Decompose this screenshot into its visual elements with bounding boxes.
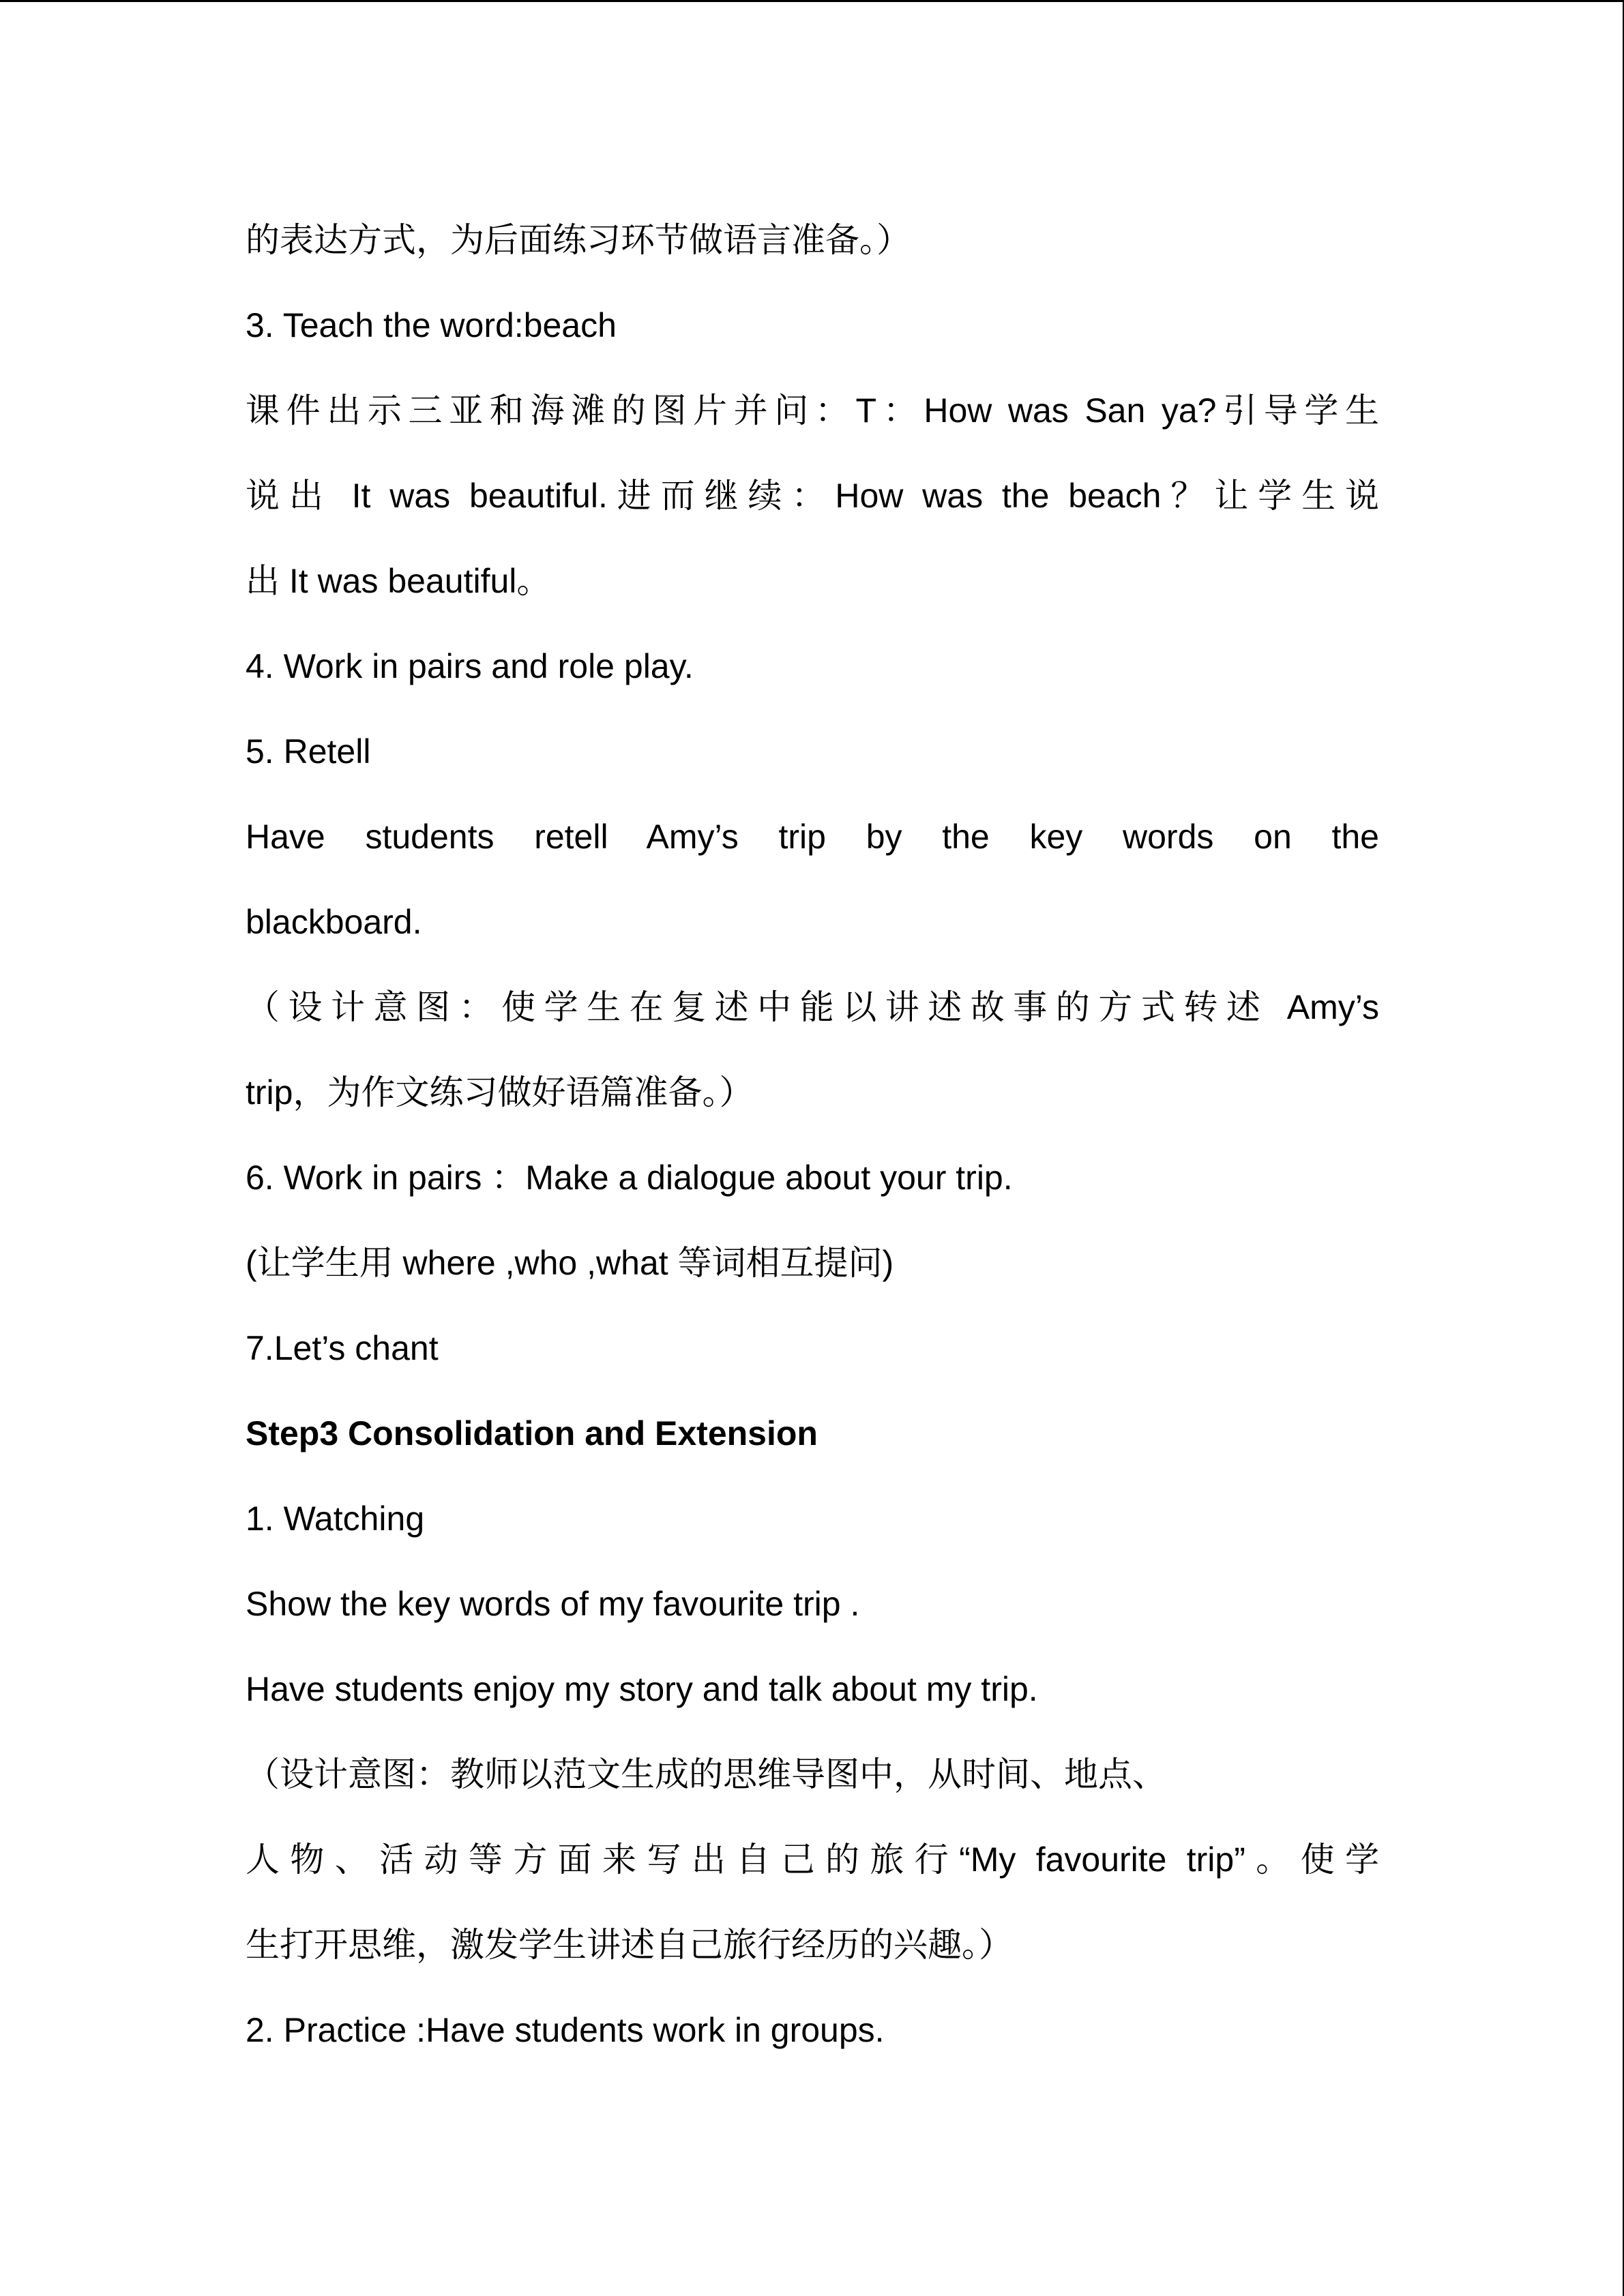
text-line-beach-question: 说出 It was beautiful.进而继续：How was the beach？让学生说: [246, 477, 1379, 515]
text-line-open-thinking: 生打开思维，激发学生讲述自己旅行经历的兴趣。）: [246, 1926, 1013, 1964]
step-retell: 5. Retell: [246, 732, 371, 771]
text-line-intent-end: 的表达方式，为后面练习环节做语言准备。）: [246, 221, 911, 259]
text-line-design-intent-retell: （设计意图：使学生在复述中能以讲述故事的方式转述 Amy’s: [246, 988, 1379, 1026]
text-line-trip-writing-prep: trip，为作文练习做好语篇准备。）: [246, 1073, 754, 1112]
document-body: [246, 198, 1379, 2073]
text-line-question-words: (让学生用 where ,who ,what 等词相互提问): [246, 1244, 894, 1282]
step-practice-groups: 2. Practice :Have students work in groups.: [246, 2011, 885, 2049]
step-watching: 1. Watching: [246, 1500, 425, 1538]
text-line-it-was-beautiful: 出 It was beautiful。: [246, 562, 551, 600]
step-teach-word-beach: 3. Teach the word:beach: [246, 306, 617, 344]
step-work-in-pairs-role-play: 4. Work in pairs and role play.: [246, 647, 694, 685]
text-line-blackboard: blackboard.: [246, 903, 422, 941]
text-line-my-favourite-trip: 人物、活动等方面来写出自己的旅行“My favourite trip”。使学: [246, 1840, 1379, 1879]
text-line-enjoy-story: Have students enjoy my story and talk about my trip.: [246, 1670, 1038, 1708]
section-heading-step3: Step3 Consolidation and Extension: [246, 1414, 818, 1452]
text-line-retell-amy-trip: Have students retell Amy’s trip by the key words on the: [246, 818, 1379, 856]
text-line-sanya-question: 课件出示三亚和海滩的图片并问：T：How was San ya?引导学生: [246, 391, 1379, 430]
top-border-line: [0, 0, 1624, 2]
step-lets-chant: 7.Let’s chant: [246, 1329, 439, 1367]
text-line-design-intent-mindmap: （设计意图：教师以范文生成的思维导图中，从时间、地点、: [246, 1755, 1166, 1793]
step-make-dialogue: 6. Work in pairs ：Make a dialogue about your trip.: [246, 1159, 1013, 1197]
text-line-show-key-words: Show the key words of my favourite trip .: [246, 1585, 860, 1623]
